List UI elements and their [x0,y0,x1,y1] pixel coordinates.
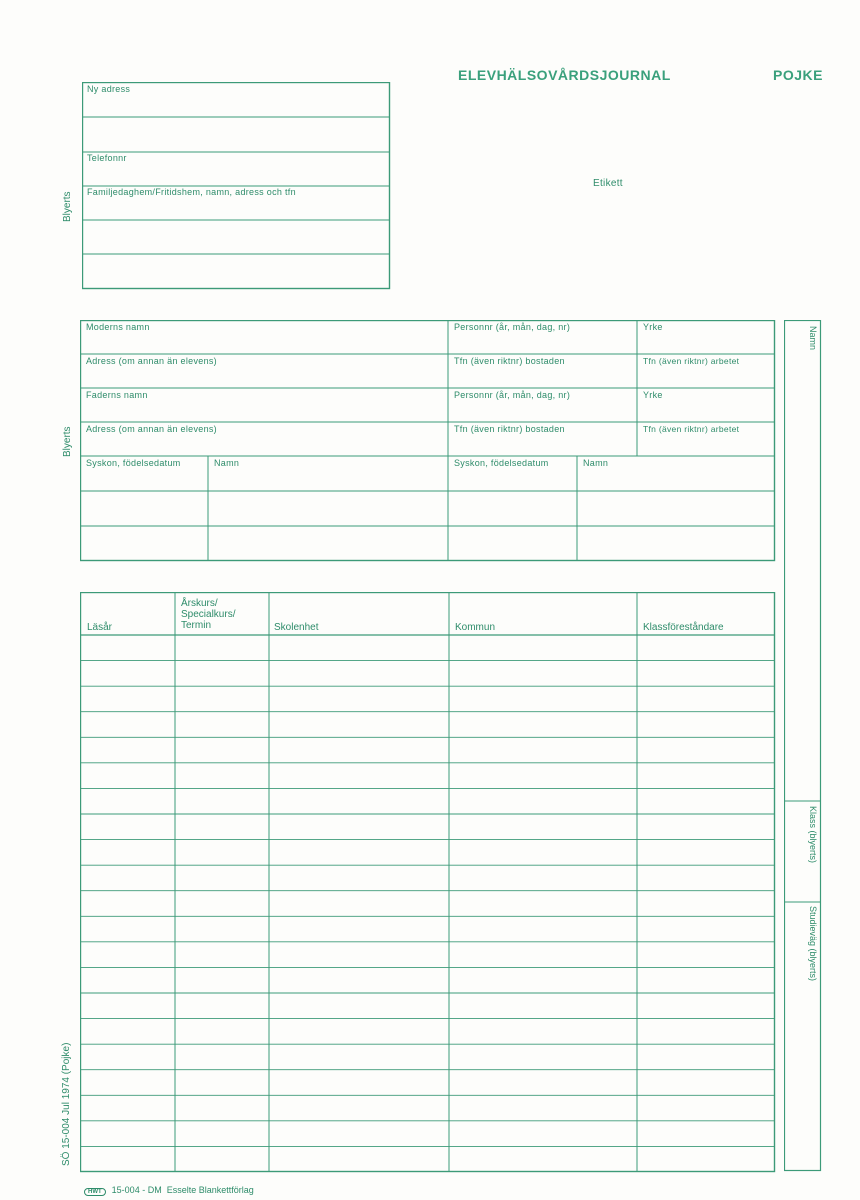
side-class-field[interactable]: Klass (blyerts) [808,806,818,864]
phone-field[interactable]: Telefonnr [87,153,127,163]
father-address-field[interactable]: Adress (om annan än elevens) [86,424,217,434]
mother-address-field[interactable]: Adress (om annan än elevens) [86,356,217,366]
mother-phone-home-field[interactable]: Tfn (även riktnr) bostaden [454,356,565,366]
footer-publisher: Esselte Blankettförlag [166,1185,254,1195]
gender-label: POJKE [773,67,823,83]
side-study-path-field[interactable]: Studieväg (blyerts) [808,906,818,982]
col-header-municipality: Kommun [455,622,496,633]
side-column [784,320,824,1172]
col-header-grade: Årskurs/ Specialkurs/ Termin [181,598,236,631]
mother-pnr-field[interactable]: Personnr (år, mån, dag, nr) [454,322,571,332]
mother-job-field[interactable]: Yrke [643,322,663,332]
publisher-logo: HWT [84,1188,106,1196]
col-header-class-teacher: Klassföreståndare [643,622,724,633]
father-phone-work-field[interactable]: Tfn (även riktnr) arbetet [643,424,740,434]
mother-phone-work-field[interactable]: Tfn (även riktnr) arbetet [643,356,740,366]
address-box [82,82,391,290]
parents-pencil-note: Blyerts [62,426,73,457]
footer [84,1185,254,1196]
new-address-field[interactable]: Ny adress [87,84,131,94]
label-slot-text: Etikett [593,178,623,189]
footer-code: 15-004 - DM [111,1185,162,1195]
school-table-grid [80,592,777,1174]
father-pnr-field[interactable]: Personnr (år, mån, dag, nr) [454,390,571,400]
side-name-field[interactable]: Namn [808,326,818,351]
family-home-field[interactable]: Familjedaghem/Fritidshem, namn, adress och tfn [87,187,296,197]
col-header-school-unit: Skolenhet [274,622,319,633]
sibling-name-field-left[interactable]: Namn [214,458,240,468]
father-name-field[interactable]: Faderns namn [86,390,148,400]
col-header-school-year: Läsår [87,622,113,633]
sibling-dob-field-right[interactable]: Syskon, födelsedatum [454,458,549,468]
form-title: ELEVHÄLSOVÅRDSJOURNAL [458,67,671,83]
father-phone-home-field[interactable]: Tfn (även riktnr) bostaden [454,424,565,434]
mother-name-field[interactable]: Moderns namn [86,322,150,332]
sibling-name-field-right[interactable]: Namn [583,458,609,468]
form-identifier: SÖ 15-004 Jul 1974 (Pojke) [61,1042,72,1166]
father-job-field[interactable]: Yrke [643,390,663,400]
sibling-dob-field-left[interactable]: Syskon, födelsedatum [86,458,181,468]
address-pencil-note: Blyerts [62,191,73,222]
